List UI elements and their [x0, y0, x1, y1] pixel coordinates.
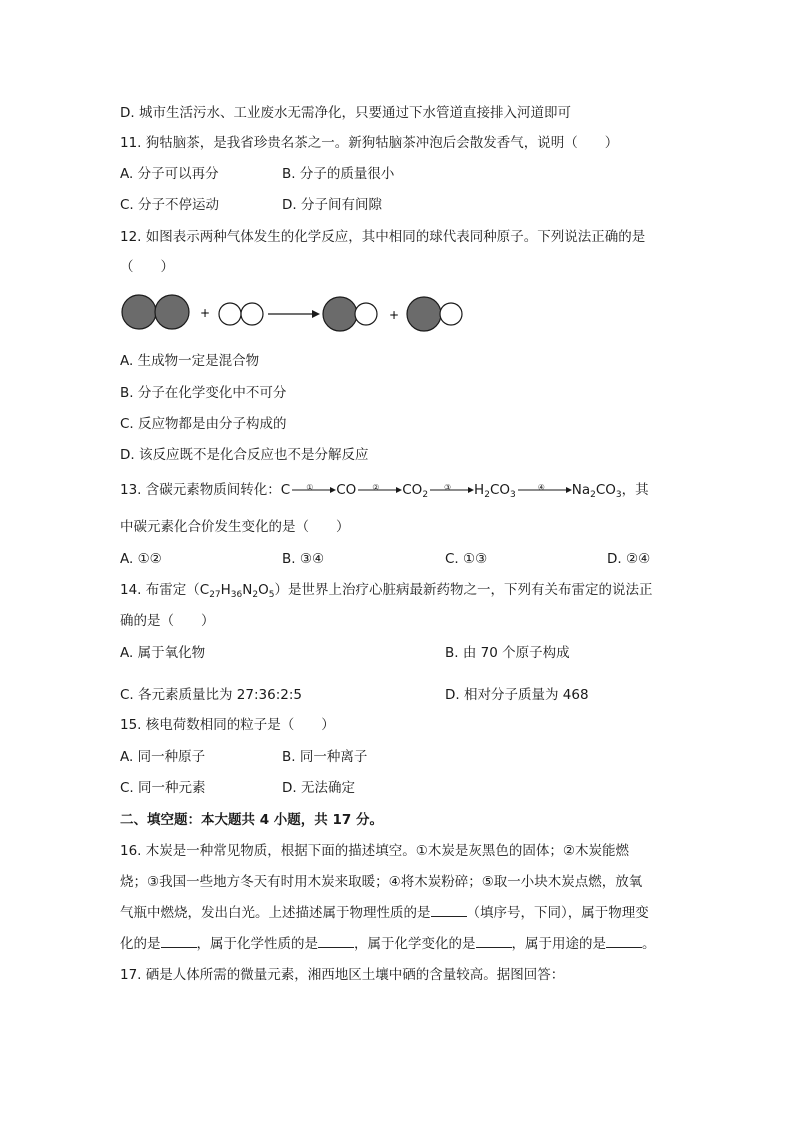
blank-physical-property[interactable]: [431, 904, 467, 917]
q13-h2co3: $H_2CO_3$: [474, 482, 516, 500]
q15-option-a: A. 同一种原子: [120, 749, 206, 765]
q11-option-a: A. 分子可以再分: [120, 166, 219, 182]
q16-line4: 化的是 ，属于化学性质的是 ，属于化学变化的是 ，属于用途的是 。: [120, 936, 656, 952]
blank-physical-change[interactable]: [161, 935, 197, 948]
section-2-heading: 二、填空题：本大题共 4 小题，共 17 分。: [120, 812, 383, 828]
reaction-arrow: [268, 310, 320, 318]
q16-line1: 16. 木炭是一种常见物质，根据下面的描述填空。①木炭是灰黑色的固体；②木炭能燃: [120, 843, 629, 859]
q15-option-b: B. 同一种离子: [282, 749, 368, 765]
q11-stem: 11. 狗牯脑茶，是我省珍贵名茶之一。新狗牯脑茶冲泡后会散发香气，说明（ ）: [120, 135, 619, 151]
q14-option-d: D. 相对分子质量为 468: [445, 687, 589, 703]
q13-option-c: C. ①③: [445, 551, 488, 567]
q12-paren: （ ）: [120, 259, 174, 275]
blank-chemical-property[interactable]: [318, 935, 354, 948]
plus-sign-2: +: [389, 308, 400, 322]
q12-option-c: C. 反应物都是由分子构成的: [120, 416, 287, 432]
q13-option-a: A. ①②: [120, 551, 162, 567]
product-molecule-2: [407, 297, 462, 331]
product-molecule-1: [323, 297, 377, 331]
q14-option-b: B. 由 70 个原子构成: [445, 645, 570, 661]
q16-line3: 气瓶中燃烧，发出白光。上述描述属于物理性质的是 （填序号，下同），属于物理变: [120, 905, 649, 921]
q13-stem-pre: 13. 含碳元素物质间转化：C: [120, 482, 291, 498]
q14-line2: 确的是（ ）: [120, 613, 215, 629]
q15-stem: 15. 核电荷数相同的粒子是（ ）: [120, 717, 335, 733]
q11-option-d: D. 分子间有间隙: [282, 197, 382, 213]
reactant-molecule-light: [219, 303, 263, 325]
reactant-molecule-dark: [122, 295, 189, 329]
q14-option-a: A. 属于氧化物: [120, 645, 206, 661]
q13-option-d: D. ②④: [607, 551, 651, 567]
q13-stem-post: ，其: [621, 482, 649, 498]
q13-na2co3: $Na_2CO_3$: [571, 482, 622, 500]
q13-arrow-4: ④: [516, 481, 572, 499]
q12-option-d: D. 该反应既不是化合反应也不是分解反应: [120, 447, 369, 463]
q13-arrow-1: ①: [290, 481, 336, 499]
q13-stem: [120, 481, 649, 504]
q10-option-d: D. 城市生活污水、工业废水无需净化，只要通过下水管道直接排入河道即可: [120, 105, 571, 121]
q16-line2: 烧；③我国一些地方冬天有时用木炭来取暖；④将木炭粉碎；⑤取一小块木炭点燃，放氧: [120, 874, 643, 890]
q17-stem: 17. 硒是人体所需的微量元素，湘西地区土壤中硒的含量较高。据图回答：: [120, 967, 565, 983]
q13-co: CO: [336, 482, 357, 498]
q12-option-b: B. 分子在化学变化中不可分: [120, 385, 287, 401]
q13-arrow-3: ③: [428, 481, 474, 499]
reaction-diagram: [118, 290, 468, 336]
q11-option-b: B. 分子的质量很小: [282, 166, 395, 182]
blank-chemical-change[interactable]: [476, 935, 512, 948]
q14-stem: 14. 布雷定$(C_{27}H_{36}N_2O_5)$是世界上治疗心脏病最新药物之一，下列有关布雷定的说法正: [120, 582, 653, 600]
q14-option-c: C. 各元素质量比为 27:36:2:5: [120, 687, 302, 703]
q11-option-c: C. 分子不停运动: [120, 197, 220, 213]
plus-sign-1: +: [200, 306, 211, 320]
q12-option-a: A. 生成物一定是混合物: [120, 353, 260, 369]
q12-stem: 12. 如图表示两种气体发生的化学反应，其中相同的球代表同种原子。下列说法正确的是: [120, 229, 646, 245]
q13-option-b: B. ③④: [282, 551, 325, 567]
q13-co2: $CO_2$: [402, 482, 429, 500]
q15-option-d: D. 无法确定: [282, 780, 355, 796]
q13-line2: 中碳元素化合价发生变化的是（ ）: [120, 519, 350, 535]
q13-arrow-2: ②: [356, 481, 402, 499]
blank-usage[interactable]: [606, 935, 642, 948]
q15-option-c: C. 同一种元素: [120, 780, 206, 796]
